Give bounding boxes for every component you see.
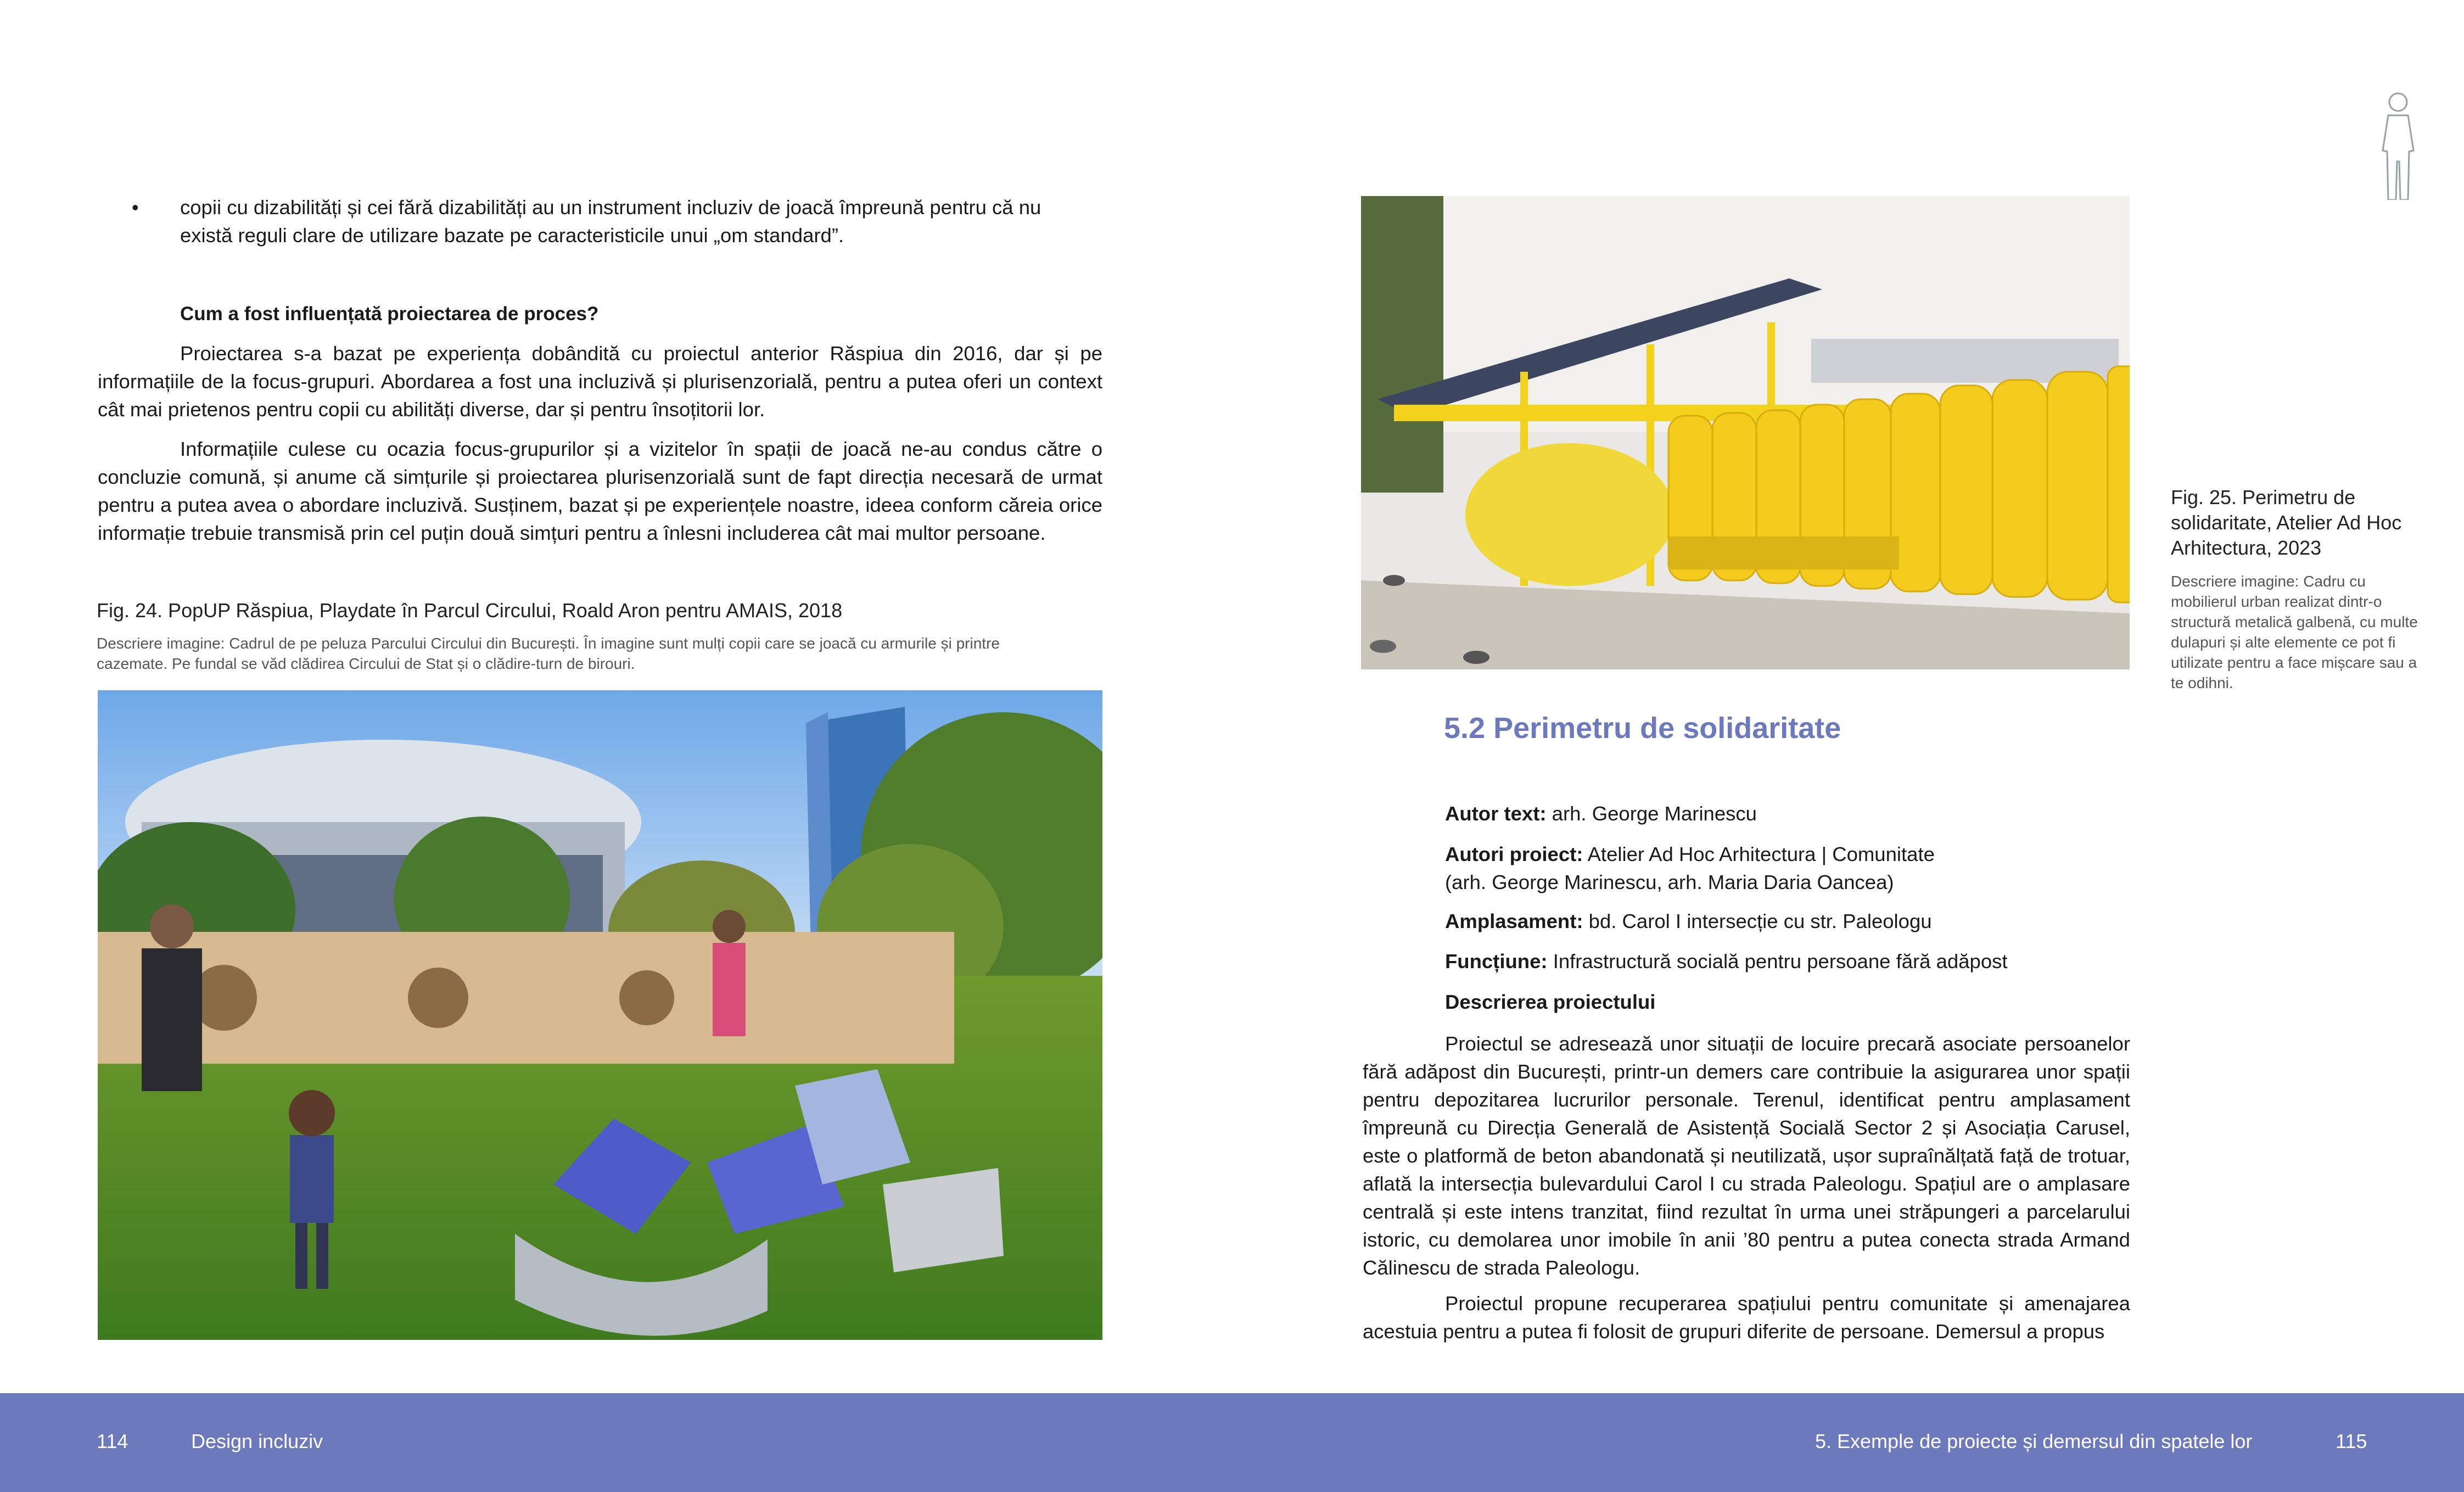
right-page-number: 115 <box>2336 1430 2367 1452</box>
footer-bar <box>0 1393 2464 1492</box>
left-paragraph-1: Proiectarea s-a bazat pe experiența dobândită cu proiectul anterior Răspiua din 2016, dar și pe informațiile de la focus-grupuri. Abordarea a fost una incluzivă și plurisenzorială, pentru a putea oferi un context cât mai prietenos pentru copii cu abilități diverse, dar și pentru însoțitorii lor. <box>98 342 1102 421</box>
section-heading: 5.2 Perimetru de solidaritate <box>1444 712 1841 745</box>
field-amplasament <box>1445 907 2130 935</box>
left-running-title: Design incluziv <box>191 1430 323 1452</box>
field-autori-proiect <box>1445 840 2130 896</box>
person-outline-icon <box>2376 90 2420 200</box>
functiune-label: Funcțiune: <box>1445 950 1548 973</box>
bullet-text: copii cu dizabilități și cei fără dizabilități au un instrument incluziv de joacă împreună pentru că nu există reguli clare de utilizare bazate pe caracteristicile unui „om standard”. <box>180 196 1041 247</box>
descriere-heading: Descrierea proiectului <box>1445 991 1656 1013</box>
autor-text-label: Autor text: <box>1445 802 1547 825</box>
autor-text-value: arh. George Marinescu <box>1552 802 1757 825</box>
field-autor-text <box>1445 800 2130 828</box>
right-running-title: 5. Exemple de proiecte și demersul din spatele lor <box>1815 1430 2253 1452</box>
autori-proiect-value-2: (arh. George Marinescu, arh. Maria Daria Oancea) <box>1445 871 1894 893</box>
bullet-item <box>132 193 1080 249</box>
amplasament-label: Amplasament: <box>1445 910 1583 932</box>
fig25-photo <box>1361 196 2130 669</box>
autori-proiect-value: Atelier Ad Hoc Arhitectura | Comunitate <box>1587 843 1935 865</box>
fig24-description: Descriere imagine: Cadrul de pe peluza Parcului Circului din București. În imagine sunt mulți copii care se joacă cu armurile și printre cazemate. Pe fundal se văd clădirea Circului de Stat și o clădire-turn de birouri. <box>97 635 1000 672</box>
left-page-number: 114 <box>97 1430 128 1452</box>
functiune-value: Infrastructură socială pentru persoane fără adăpost <box>1553 950 2008 973</box>
fig25-description: Descriere imagine: Cadru cu mobilierul urban realizat dintr-o structură metalică galbenă, cu multe dulapuri și alte elemente ce pot fi utilizate pentru a face mișcare sau a te odihni. <box>2171 573 2418 691</box>
question-heading: Cum a fost influențată proiectarea de proces? <box>180 303 599 325</box>
autori-proiect-label: Autori proiect: <box>1445 843 1583 865</box>
right-paragraph-1: Proiectul se adresează unor situații de locuire precară asociate persoanelor fără adăpost din București, printr-un demers care contribuie la asigurarea unor spații pentru depozitarea lucrurilor personale. Terenul, identificat pentru amplasament împreună cu Direcția Generală de Asistență Socială Sector 2 și Asociația Carusel, este o platformă de beton abandonată și neutilizată, ușor supraînălțată față de trotuar, aflată la intersecția bulevardului Carol I cu strada Paleologu. Spațiul are o amplasare centrală și este intens tranzitat, fiind rezultat în urma unei străpungeri a parcelarului istoric, cu demolarea unor imobile în anii ’80 pentru a putea conecta strada Armand Călinescu de strada Paleologu. <box>1363 1032 2130 1279</box>
fig25-caption: Fig. 25. Perimetru de solidaritate, Atelier Ad Hoc Arhitectura, 2023 <box>2171 486 2402 559</box>
amplasament-value: bd. Carol I intersecție cu str. Paleologu <box>1588 910 1932 932</box>
left-paragraph-2: Informațiile culese cu ocazia focus-grupurilor și a vizitelor în spații de joacă ne-au condus către o concluzie comună, și anume că simțurile și proiectarea plurisenzorială sunt de fapt direcția necesară de urmat pentru a putea avea o abordare incluzivă. Susținem, bazat și pe experiențele noastre, ideea conform căreia orice informație trebuie transmisă prin cel puțin două simțuri pentru a înlesni includerea cât mai multor persoane. <box>98 438 1102 544</box>
fig24-caption: Fig. 24. PopUP Răspiua, Playdate în Parcul Circului, Roald Aron pentru AMAIS, 2018 <box>97 599 843 622</box>
fig24-photo <box>98 690 1102 1340</box>
bullet-dot: • <box>132 196 139 219</box>
field-functiune <box>1445 947 2130 975</box>
right-paragraph-2: Proiectul propune recuperarea spațiului pentru comunitate și amenajarea acestuia pentru a putea fi folosit de grupuri diferite de persoane. Demersul a propus <box>1363 1292 2130 1343</box>
